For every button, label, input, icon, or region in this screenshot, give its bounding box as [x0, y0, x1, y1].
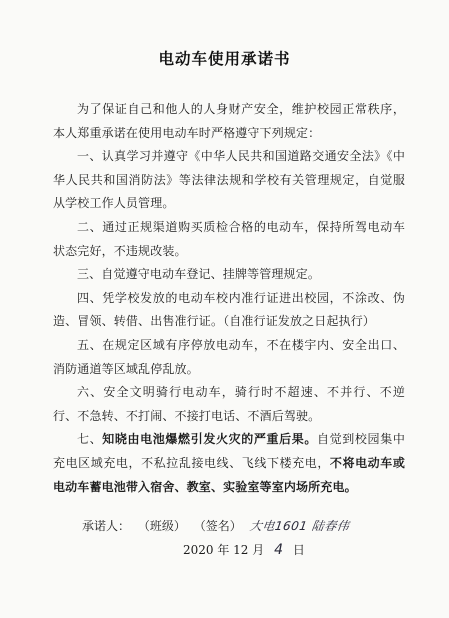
- item-7-normal: 自觉到校园集中充电区域充电，不私拉乱接电线、飞线下楼充电，: [53, 432, 405, 470]
- item-7: [53, 428, 405, 499]
- document-title: 电动车使用承诺书: [158, 49, 291, 68]
- handwritten-signature: 大电1601 陆春伟: [248, 519, 350, 533]
- date-day-suffix: 日: [292, 543, 305, 557]
- date-day-handwritten: 4: [274, 542, 284, 558]
- signature-label: 承诺人：: [82, 519, 131, 533]
- item-7-prefix: 七、: [77, 432, 103, 447]
- item-4: 四、凭学校发放的电动车校内准行证进出校园，不涂改、伪造、冒领、转借、出售准行证。（自准行证发放之日起执行）: [53, 290, 405, 329]
- document-body: [53, 98, 405, 499]
- item-5: 五、在规定区域有序停放电动车，不在楼宇内、安全出口、消防通道等区域乱停乱放。: [53, 337, 405, 376]
- item-2: 二、通过正规渠道购买质检合格的电动车，保持所驾电动车状态完好，不违规改装。: [53, 219, 405, 258]
- signature-line: [82, 517, 353, 534]
- item-1: 一、认真学习并遵守《中华人民共和国道路交通安全法》《中华人民共和国消防法》等法律法规和学校有关管理规定，自觉服从学校工作人员管理。: [53, 149, 405, 211]
- item-7-bold-b: 不将电动车或电动车蓄电池带入宿舍、教室、实验室等室内场所充电。: [53, 455, 405, 494]
- item-3: 三、自觉遵守电动车登记、挂牌等管理规定。: [77, 267, 321, 282]
- date-line: [183, 541, 305, 558]
- item-6: 六、安全文明骑行电动车，骑行时不超速、不并行、不逆行、不急转、不打闹、不接打电话、不酒后驾驶。: [53, 385, 405, 423]
- class-label: （班级）: [137, 519, 186, 533]
- item-7-bold-a: 知晓由电池爆燃引发火灾的严重后果。: [102, 432, 318, 447]
- date-year-month: 2020 年 12 月: [183, 543, 265, 557]
- intro-paragraph: 为了保证自己和他人的人身财产安全，维护校园正常秩序，本人郑重承诺在使用电动车时严格遵守下列规定：: [53, 102, 405, 140]
- sign-label: （签名）: [193, 519, 242, 533]
